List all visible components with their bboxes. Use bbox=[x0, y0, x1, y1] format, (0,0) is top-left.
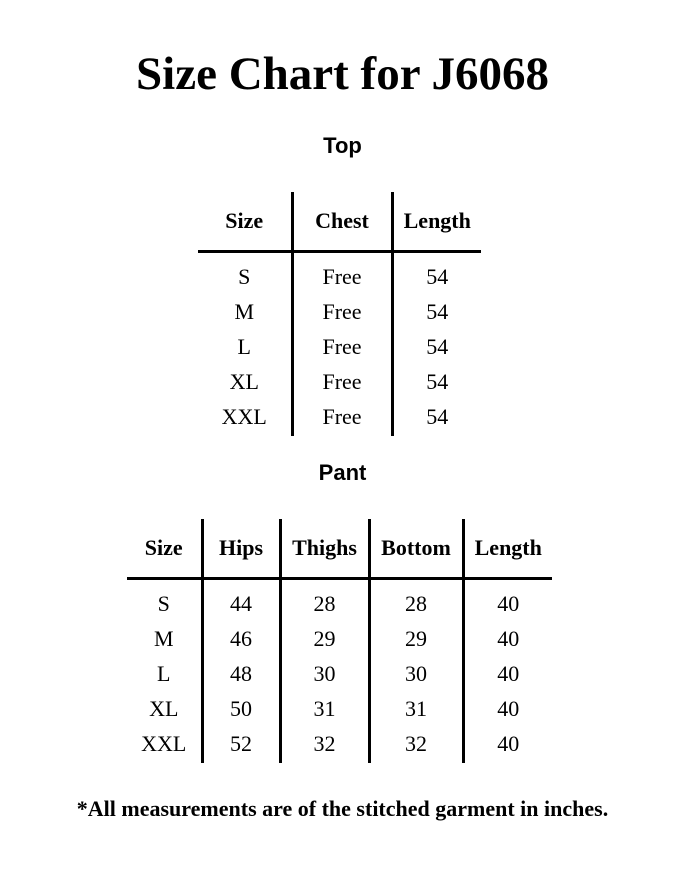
column-header-bottom: Bottom bbox=[369, 519, 463, 579]
size-cell: XL bbox=[229, 368, 259, 394]
thighs-cell: 29 bbox=[280, 621, 369, 656]
length-cell: 40 bbox=[463, 656, 552, 691]
chest-cell: Free bbox=[292, 294, 392, 329]
size-cell: XXL bbox=[141, 730, 187, 756]
top-section-heading: Top bbox=[323, 133, 362, 158]
chest-cell: Free bbox=[292, 399, 392, 436]
hips-cell: 52 bbox=[202, 726, 280, 763]
column-header-size: Size bbox=[127, 519, 202, 579]
table-row bbox=[127, 726, 552, 763]
table-row bbox=[127, 621, 552, 656]
size-cell: S bbox=[238, 263, 251, 289]
column-header-length: Length bbox=[463, 519, 552, 579]
chest-cell: Free bbox=[292, 329, 392, 364]
length-cell: 40 bbox=[463, 726, 552, 763]
pant-size-table bbox=[127, 519, 552, 763]
size-cell: M bbox=[234, 298, 255, 324]
hips-cell: 46 bbox=[202, 621, 280, 656]
bottom-cell: 28 bbox=[369, 579, 463, 622]
size-cell: M bbox=[153, 625, 174, 651]
bottom-cell: 29 bbox=[369, 621, 463, 656]
table-header-row bbox=[198, 192, 481, 252]
table-row bbox=[127, 656, 552, 691]
length-cell: 40 bbox=[463, 621, 552, 656]
bottom-cell: 32 bbox=[369, 726, 463, 763]
thighs-cell: 32 bbox=[280, 726, 369, 763]
hips-cell: 48 bbox=[202, 656, 280, 691]
hips-cell: 44 bbox=[202, 579, 280, 622]
table-row bbox=[198, 399, 481, 436]
hips-cell: 50 bbox=[202, 691, 280, 726]
column-header-thighs: Thighs bbox=[280, 519, 369, 579]
length-cell: 40 bbox=[463, 579, 552, 622]
column-header-length: Length bbox=[392, 192, 481, 252]
table-row bbox=[127, 579, 552, 622]
length-cell: 54 bbox=[392, 329, 481, 364]
length-cell: 54 bbox=[392, 364, 481, 399]
thighs-cell: 30 bbox=[280, 656, 369, 691]
table-row bbox=[198, 329, 481, 364]
table-row bbox=[198, 294, 481, 329]
length-cell: 54 bbox=[392, 399, 481, 436]
size-cell: L bbox=[157, 660, 171, 686]
thighs-cell: 28 bbox=[280, 579, 369, 622]
table-row bbox=[127, 691, 552, 726]
size-cell: S bbox=[157, 590, 170, 616]
table-row bbox=[198, 252, 481, 295]
measurement-footnote: *All measurements are of the stitched garment in inches. bbox=[76, 796, 609, 821]
page-title: Size Chart for J6068 bbox=[136, 48, 549, 100]
table-header-row bbox=[127, 519, 552, 579]
column-header-size: Size bbox=[198, 192, 292, 252]
thighs-cell: 31 bbox=[280, 691, 369, 726]
chest-cell: Free bbox=[292, 252, 392, 295]
column-header-chest: Chest bbox=[292, 192, 392, 252]
size-cell: L bbox=[237, 333, 251, 359]
column-header-hips: Hips bbox=[202, 519, 280, 579]
size-cell: XL bbox=[149, 695, 179, 721]
size-cell: XXL bbox=[221, 403, 267, 429]
bottom-cell: 30 bbox=[369, 656, 463, 691]
pant-section-heading: Pant bbox=[318, 460, 367, 485]
length-cell: 40 bbox=[463, 691, 552, 726]
length-cell: 54 bbox=[392, 294, 481, 329]
chest-cell: Free bbox=[292, 364, 392, 399]
table-row bbox=[198, 364, 481, 399]
bottom-cell: 31 bbox=[369, 691, 463, 726]
top-size-table bbox=[198, 192, 481, 436]
length-cell: 54 bbox=[392, 252, 481, 295]
